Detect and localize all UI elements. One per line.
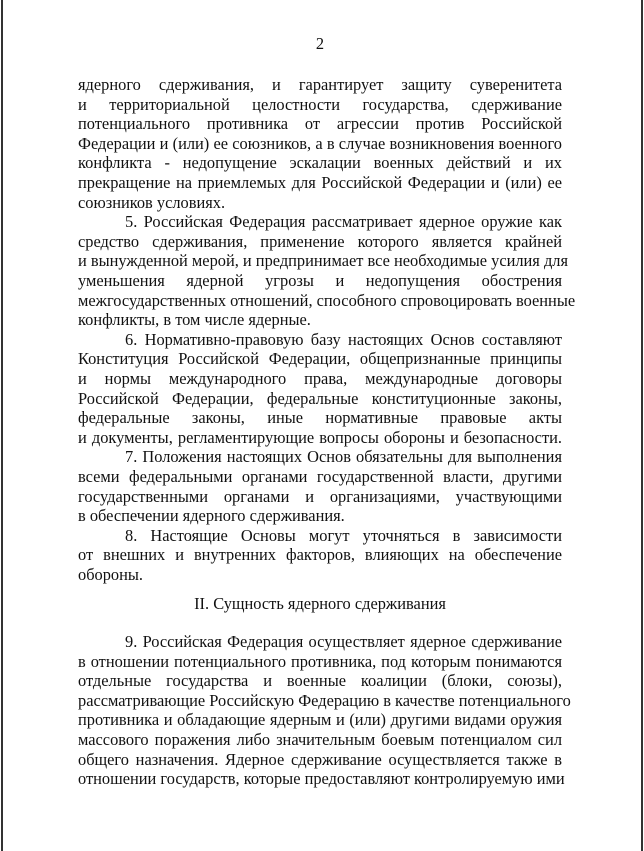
paragraph-first-line: 6. Нормативно-правовую базу настоящих Основ составляют	[125, 329, 562, 349]
text-line: Конституция Российской Федерации, общепризнанные принципы	[78, 349, 562, 369]
paragraph-first-line: 8. Настоящие Основы могут уточняться в зависимости	[125, 525, 562, 545]
text-line: и территориальной целостности государства, сдерживание	[78, 94, 562, 114]
text-line: прекращение на приемлемых для Российской Федерации и (или) ее	[78, 173, 562, 192]
text-line: отдельные государства и военные коалиции (блоки, союзы),	[78, 671, 562, 691]
text-line: и документы, регламентирующие вопросы обороны и безопасности.	[78, 427, 562, 447]
paragraph-first-line: 5. Российская Федерация рассматривает ядерное оружие как	[125, 212, 562, 232]
text-line: Российской Федерации, федеральные конституционные законы,	[78, 388, 562, 408]
text-line: и вынужденной мерой, и предпринимает все необходимые усилия для	[78, 251, 569, 271]
page-border-left	[1, 0, 3, 851]
text-line: в отношении потенциального противника, под которым понимаются	[78, 651, 562, 671]
text-line: конфликта - недопущение эскалации военных действий и их	[78, 153, 562, 173]
text-line: общего назначения. Ядерное сдерживание осуществляется также в	[78, 749, 562, 769]
text-line: рассматривающие Российскую Федерацию в качестве потенциального	[78, 690, 571, 710]
text-line: всеми федеральными органами государственной власти, другими	[78, 467, 562, 486]
text-line: Федерации и (или) ее союзников, а в случае возникновения военного	[78, 133, 562, 153]
text-line: межгосударственных отношений, способного спровоцировать военные	[78, 290, 576, 310]
paragraph-first-line: 9. Российская Федерация осуществляет ядерное сдерживание	[125, 632, 562, 651]
page-number: 2	[315, 34, 325, 53]
text-line: потенциального противника от агрессии против Российской	[78, 114, 562, 134]
section-heading: II. Сущность ядерного сдерживания	[194, 594, 446, 613]
text-line: и нормы международного права, международные договоры	[78, 369, 562, 388]
text-line: массового поражения либо значительным боевым потенциалом сил	[78, 730, 562, 749]
text-line: противника и обладающие ядерным и (или) другими видами оружия	[78, 710, 562, 730]
page-border-right	[641, 0, 643, 851]
text-line: союзников условиях.	[78, 192, 226, 212]
paragraph-first-line: 7. Положения настоящих Основ обязательны для выполнения	[125, 447, 562, 467]
text-line: обороны.	[78, 565, 144, 584]
text-line: государственными органами и организациями, участвующими	[78, 486, 562, 506]
text-line: средство сдерживания, применение которого является крайней	[78, 231, 562, 251]
text-line: ядерного сдерживания, и гарантирует защиту суверенитета	[78, 75, 562, 94]
text-line: в обеспечении ядерного сдерживания.	[78, 506, 345, 526]
text-line: отношении государств, которые предоставляют контролируемую ими	[78, 769, 565, 789]
text-line: федеральные законы, иные нормативные правовые акты	[78, 408, 562, 428]
text-line: конфликты, в том числе ядерные.	[78, 310, 311, 330]
text-line: от внешних и внутренних факторов, влияющих на обеспечение	[78, 545, 562, 565]
text-line: уменьшения ядерной угрозы и недопущения обострения	[78, 271, 562, 290]
